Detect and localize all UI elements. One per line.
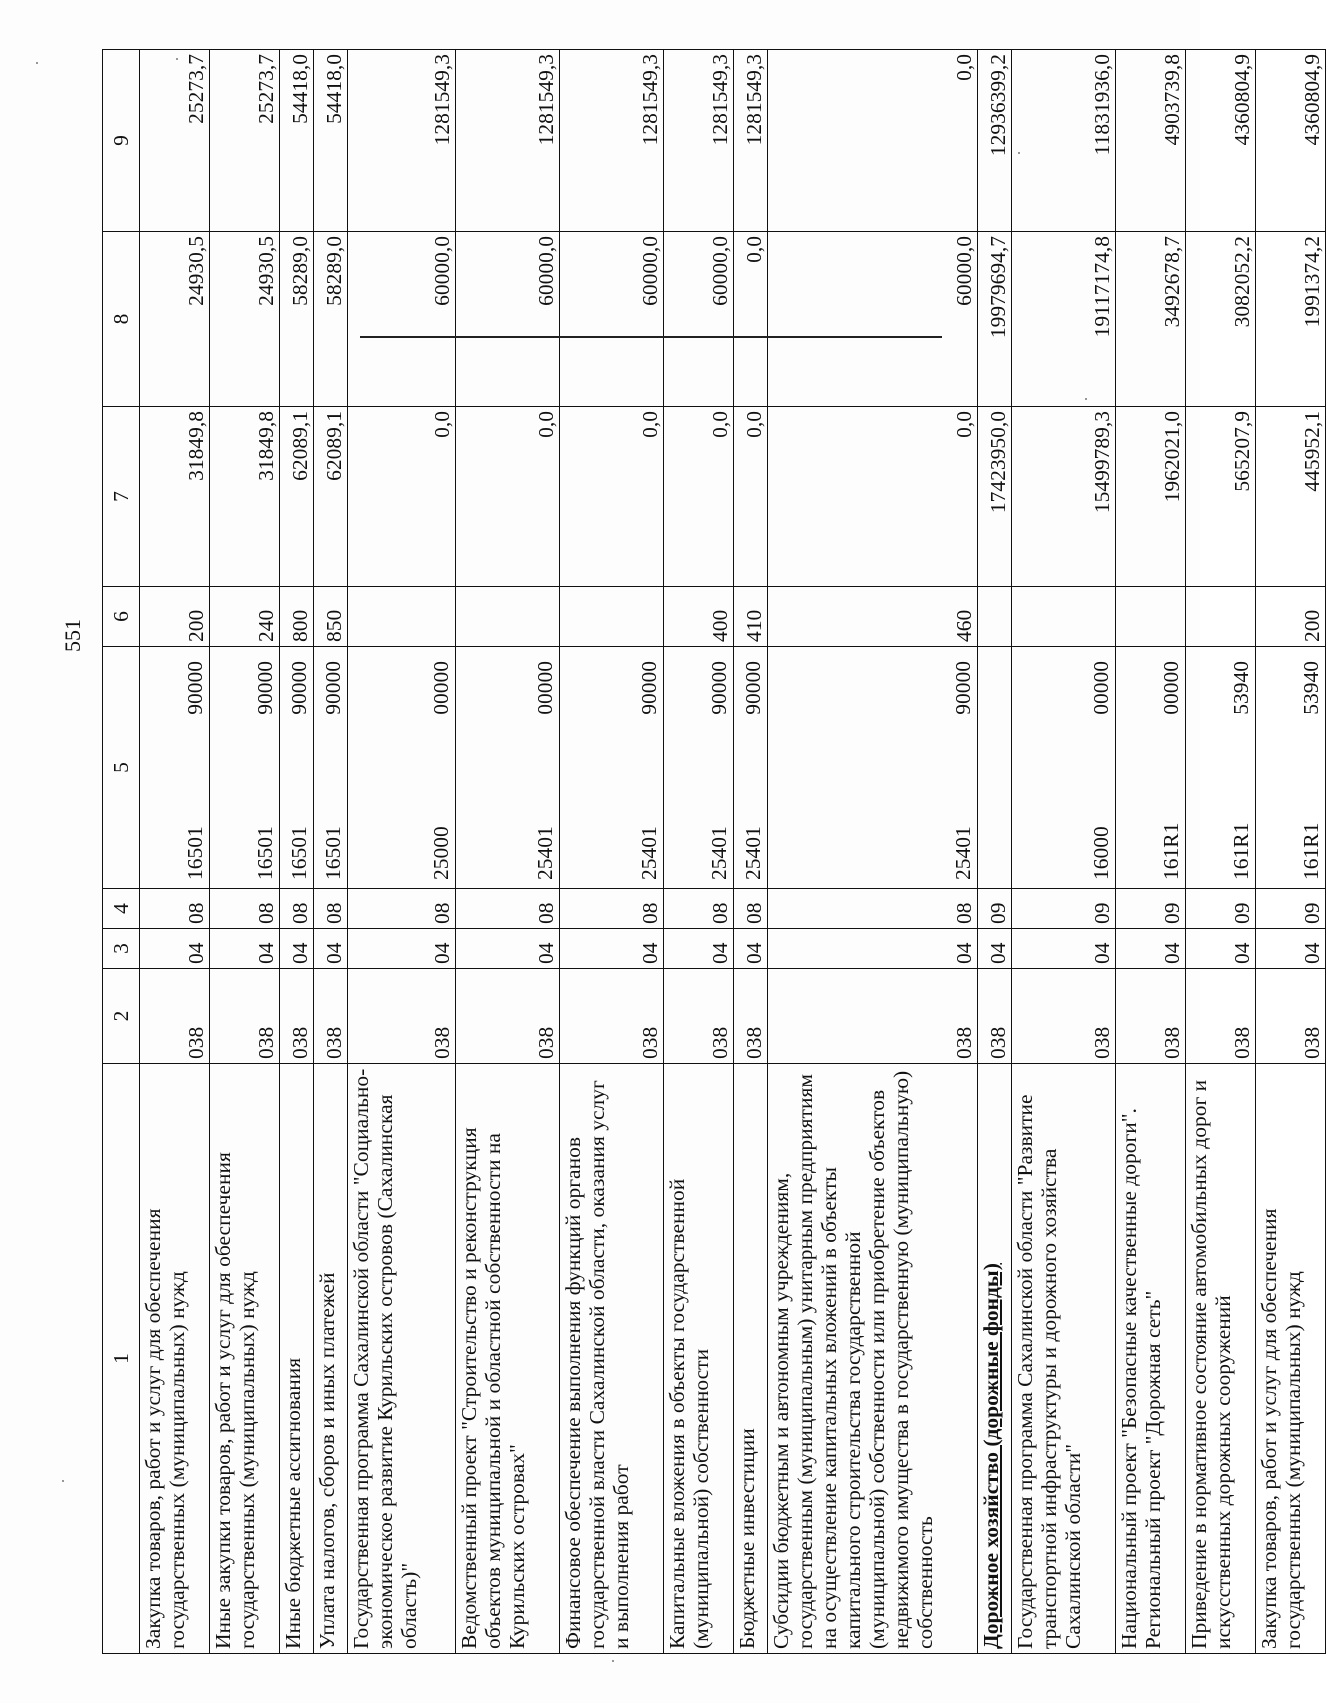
target-article-code [1116, 646, 1186, 888]
subsection-code: 08 [140, 888, 210, 928]
direction-code: 00000 [1158, 660, 1183, 715]
row-description: Закупка товаров, работ и услуг для обеспечения государственных (муниципальных) нужд [1256, 1063, 1326, 1653]
ministry-code: 038 [1186, 968, 1256, 1063]
amount-col-8: 60000,0 [560, 231, 664, 406]
ministry-code: 038 [314, 968, 348, 1063]
program-code: 16000 [1088, 825, 1113, 880]
table-row [560, 49, 664, 1653]
table-row [768, 49, 978, 1653]
row-description: Государственная программа Сахалинской области "Развитие транспортной инфраструктуры и дорожного хозяйства Сахалинской области" [1012, 1063, 1116, 1653]
program-code: 16501 [286, 825, 311, 880]
subsection-code: 08 [314, 888, 348, 928]
amount-col-8: 60000,0 [348, 231, 456, 406]
section-code: 04 [734, 928, 768, 968]
target-article-code [140, 646, 210, 888]
ministry-code: 038 [348, 968, 456, 1063]
amount-col-8: 60000,0 [768, 231, 978, 406]
direction-code: 00000 [532, 660, 557, 715]
expense-type-code [456, 586, 560, 646]
target-article-code [1186, 646, 1256, 888]
scan-speck [612, 1660, 614, 1662]
amount-col-9: 54418,0 [314, 49, 348, 231]
row-description: Национальный проект "Безопасные качественные дороги". Региональный проект "Дорожная сеть" [1116, 1063, 1186, 1653]
program-code: 161R1 [1158, 822, 1183, 880]
amount-col-8: 0,0 [734, 231, 768, 406]
col-header-4: 4 [103, 888, 140, 928]
amount-col-7: 31849,8 [140, 406, 210, 586]
amount-col-7: 17423950,0 [978, 406, 1012, 586]
section-code: 04 [664, 928, 734, 968]
amount-col-7: 1962021,0 [1116, 406, 1186, 586]
amount-col-7: 0,0 [734, 406, 768, 586]
scan-speck [62, 1480, 64, 1482]
program-code: 25401 [636, 825, 661, 880]
expense-type-code: 800 [280, 586, 314, 646]
ministry-code: 038 [1256, 968, 1326, 1063]
amount-col-8: 19979694,7 [978, 231, 1012, 406]
table-row [314, 49, 348, 1653]
target-article-code [664, 646, 734, 888]
expense-type-code: 200 [140, 586, 210, 646]
expense-type-code: 410 [734, 586, 768, 646]
amount-col-8: 3492678,7 [1116, 231, 1186, 406]
row-description: Бюджетные инвестиции [734, 1063, 768, 1653]
program-code: 25401 [706, 825, 731, 880]
col-header-5: 5 [103, 646, 140, 888]
target-article-code [560, 646, 664, 888]
expense-type-code: 200 [1256, 586, 1326, 646]
direction-code: 90000 [950, 660, 975, 715]
amount-col-7: 0,0 [348, 406, 456, 586]
ministry-code: 038 [210, 968, 280, 1063]
ministry-code: 038 [456, 968, 560, 1063]
table-row [664, 49, 734, 1653]
amount-col-7: 31849,8 [210, 406, 280, 586]
target-article-code [768, 646, 978, 888]
section-code: 04 [456, 928, 560, 968]
program-code: 16501 [252, 825, 277, 880]
subsection-code: 08 [210, 888, 280, 928]
expense-type-code [1186, 586, 1256, 646]
amount-col-9: 1281549,3 [664, 49, 734, 231]
ministry-code: 038 [978, 968, 1012, 1063]
direction-code: 00000 [428, 660, 453, 715]
direction-code: 90000 [252, 660, 277, 715]
amount-col-9: 1281549,3 [456, 49, 560, 231]
program-code: 16501 [320, 825, 345, 880]
direction-code: 53940 [1228, 660, 1253, 715]
expense-type-code [978, 586, 1012, 646]
expense-type-code [1116, 586, 1186, 646]
amount-col-8: 24930,5 [210, 231, 280, 406]
amount-col-8: 19117174,8 [1012, 231, 1116, 406]
subsection-code: 09 [978, 888, 1012, 928]
program-code: 25000 [428, 825, 453, 880]
col-header-3: 3 [103, 928, 140, 968]
amount-col-7: 62089,1 [280, 406, 314, 586]
col-header-1: 1 [103, 1063, 140, 1653]
table-row [1256, 49, 1326, 1653]
amount-col-8: 3082052,2 [1186, 231, 1256, 406]
expense-type-code: 240 [210, 586, 280, 646]
amount-col-7: 565207,9 [1186, 406, 1256, 586]
table-row [280, 49, 314, 1653]
section-code: 04 [1012, 928, 1116, 968]
direction-code: 90000 [182, 660, 207, 715]
amount-col-8: 24930,5 [140, 231, 210, 406]
amount-col-9: 4360804,9 [1186, 49, 1256, 231]
amount-col-9: 25273,7 [210, 49, 280, 231]
expense-type-code: 400 [664, 586, 734, 646]
subsection-code: 09 [1186, 888, 1256, 928]
amount-col-9: 4360804,9 [1256, 49, 1326, 231]
target-article-code [456, 646, 560, 888]
target-article-code [978, 646, 1012, 888]
row-description: Иные бюджетные ассигнования [280, 1063, 314, 1653]
header-row [103, 49, 140, 1653]
ministry-code: 038 [1116, 968, 1186, 1063]
amount-col-8: 58289,0 [280, 231, 314, 406]
amount-col-8: 58289,0 [314, 231, 348, 406]
program-code: 16501 [182, 825, 207, 880]
amount-col-9: 1281549,3 [734, 49, 768, 231]
direction-code: 53940 [1298, 660, 1323, 715]
section-code: 04 [348, 928, 456, 968]
table-row [734, 49, 768, 1653]
table-row [456, 49, 560, 1653]
target-article-code [348, 646, 456, 888]
direction-code: 90000 [636, 660, 661, 715]
target-article-code [1012, 646, 1116, 888]
ministry-code: 038 [1012, 968, 1116, 1063]
row-description: Субсидии бюджетным и автономным учреждениям, государственным (муниципальным) унитарным предприятиям на осуществление капитальных вложений в объекты капитального строительства государственной (муниципальной) собственности или приобретение объектов недвижимого имущества в государственную (муниципальную) собственность [768, 1063, 978, 1653]
col-header-6: 6 [103, 586, 140, 646]
ministry-code: 038 [664, 968, 734, 1063]
table-row [348, 49, 456, 1653]
col-header-9: 9 [103, 49, 140, 231]
amount-col-7: 0,0 [664, 406, 734, 586]
subsection-code: 09 [1012, 888, 1116, 928]
scan-artifact-line [360, 336, 942, 338]
amount-col-8: 60000,0 [456, 231, 560, 406]
program-code: 25401 [950, 825, 975, 880]
amount-col-7: 445952,1 [1256, 406, 1326, 586]
expense-type-code: 460 [768, 586, 978, 646]
col-header-7: 7 [103, 406, 140, 586]
table-row [1116, 49, 1186, 1653]
row-description: Уплата налогов, сборов и иных платежей [314, 1063, 348, 1653]
expense-type-code [348, 586, 456, 646]
rotated-content [102, 50, 1324, 1654]
target-article-code [280, 646, 314, 888]
amount-col-9: 54418,0 [280, 49, 314, 231]
section-code: 04 [210, 928, 280, 968]
ministry-code: 038 [140, 968, 210, 1063]
section-code: 04 [314, 928, 348, 968]
table-body [140, 49, 1326, 1653]
direction-code: 00000 [1088, 660, 1113, 715]
amount-col-8: 1991374,2 [1256, 231, 1326, 406]
amount-col-9: 1281549,3 [560, 49, 664, 231]
expense-type-code [560, 586, 664, 646]
expense-type-code [1012, 586, 1116, 646]
expense-type-code: 850 [314, 586, 348, 646]
subsection-code: 08 [456, 888, 560, 928]
amount-col-9: 1281549,3 [348, 49, 456, 231]
direction-code: 90000 [740, 660, 765, 715]
scan-speck [36, 62, 38, 64]
col-header-8: 8 [103, 231, 140, 406]
section-code: 04 [1256, 928, 1326, 968]
row-description: Иные закупки товаров, работ и услуг для обеспечения государственных (муниципальных) нужд [210, 1063, 280, 1653]
amount-col-7: 0,0 [456, 406, 560, 586]
subsection-code: 08 [664, 888, 734, 928]
row-description: Ведомственный проект "Строительство и реконструкция объектов муниципальной и областной собственности на Курильских островах" [456, 1063, 560, 1653]
subsection-code: 08 [280, 888, 314, 928]
target-article-code [1256, 646, 1326, 888]
ministry-code: 038 [280, 968, 314, 1063]
direction-code: 90000 [706, 660, 731, 715]
amount-col-7: 0,0 [560, 406, 664, 586]
table-row [1186, 49, 1256, 1653]
section-code: 04 [280, 928, 314, 968]
subsection-code: 08 [768, 888, 978, 928]
budget-table [102, 49, 1326, 1654]
col-header-2: 2 [103, 968, 140, 1063]
program-code: 161R1 [1228, 822, 1253, 880]
program-code: 25401 [740, 825, 765, 880]
scan-speck [176, 58, 178, 60]
subsection-code: 08 [348, 888, 456, 928]
section-code: 04 [140, 928, 210, 968]
program-code: 25401 [532, 825, 557, 880]
section-code: 04 [978, 928, 1012, 968]
section-code: 04 [1116, 928, 1186, 968]
amount-col-9: 11831936,0 [1012, 49, 1116, 231]
ministry-code: 038 [734, 968, 768, 1063]
section-code: 04 [560, 928, 664, 968]
row-description: Государственная программа Сахалинской области "Социально-экономическое развитие Курильских островов (Сахалинская область)" [348, 1063, 456, 1653]
scan-speck [1085, 398, 1087, 400]
direction-code: 90000 [286, 660, 311, 715]
subsection-code: 08 [560, 888, 664, 928]
target-article-code [210, 646, 280, 888]
subsection-code: 09 [1256, 888, 1326, 928]
table-row [978, 49, 1012, 1653]
ministry-code: 038 [768, 968, 978, 1063]
row-description: Финансовое обеспечение выполнения функций органов государственной власти Сахалинской области, оказания услуг и выполнения работ [560, 1063, 664, 1653]
target-article-code [314, 646, 348, 888]
row-description: Капитальные вложения в объекты государственной (муниципальной) собственности [664, 1063, 734, 1653]
amount-col-9: 12936399,2 [978, 49, 1012, 231]
subsection-code: 08 [734, 888, 768, 928]
subsection-code: 09 [1116, 888, 1186, 928]
amount-col-7: 62089,1 [314, 406, 348, 586]
direction-code: 90000 [320, 660, 345, 715]
section-code: 04 [1186, 928, 1256, 968]
section-code: 04 [768, 928, 978, 968]
amount-col-7: 0,0 [768, 406, 978, 586]
row-description: Закупка товаров, работ и услуг для обеспечения государственных (муниципальных) нужд [140, 1063, 210, 1653]
row-description: Дорожное хозяйство (дорожные фонды) [978, 1063, 1012, 1653]
amount-col-8: 60000,0 [664, 231, 734, 406]
amount-col-7: 15499789,3 [1012, 406, 1116, 586]
target-article-code [734, 646, 768, 888]
scan-speck [1018, 152, 1020, 154]
amount-col-9: 4903739,8 [1116, 49, 1186, 231]
amount-col-9: 25273,7 [140, 49, 210, 231]
ministry-code: 038 [560, 968, 664, 1063]
table-row [140, 49, 210, 1653]
row-description: Приведение в нормативное состояние автомобильных дорог и искусственных дорожных сооружений [1186, 1063, 1256, 1653]
amount-col-9: 0,0 [768, 49, 978, 231]
table-row [210, 49, 280, 1653]
program-code: 161R1 [1298, 822, 1323, 880]
page-number: 551 [60, 619, 85, 652]
table-row [1012, 49, 1116, 1653]
